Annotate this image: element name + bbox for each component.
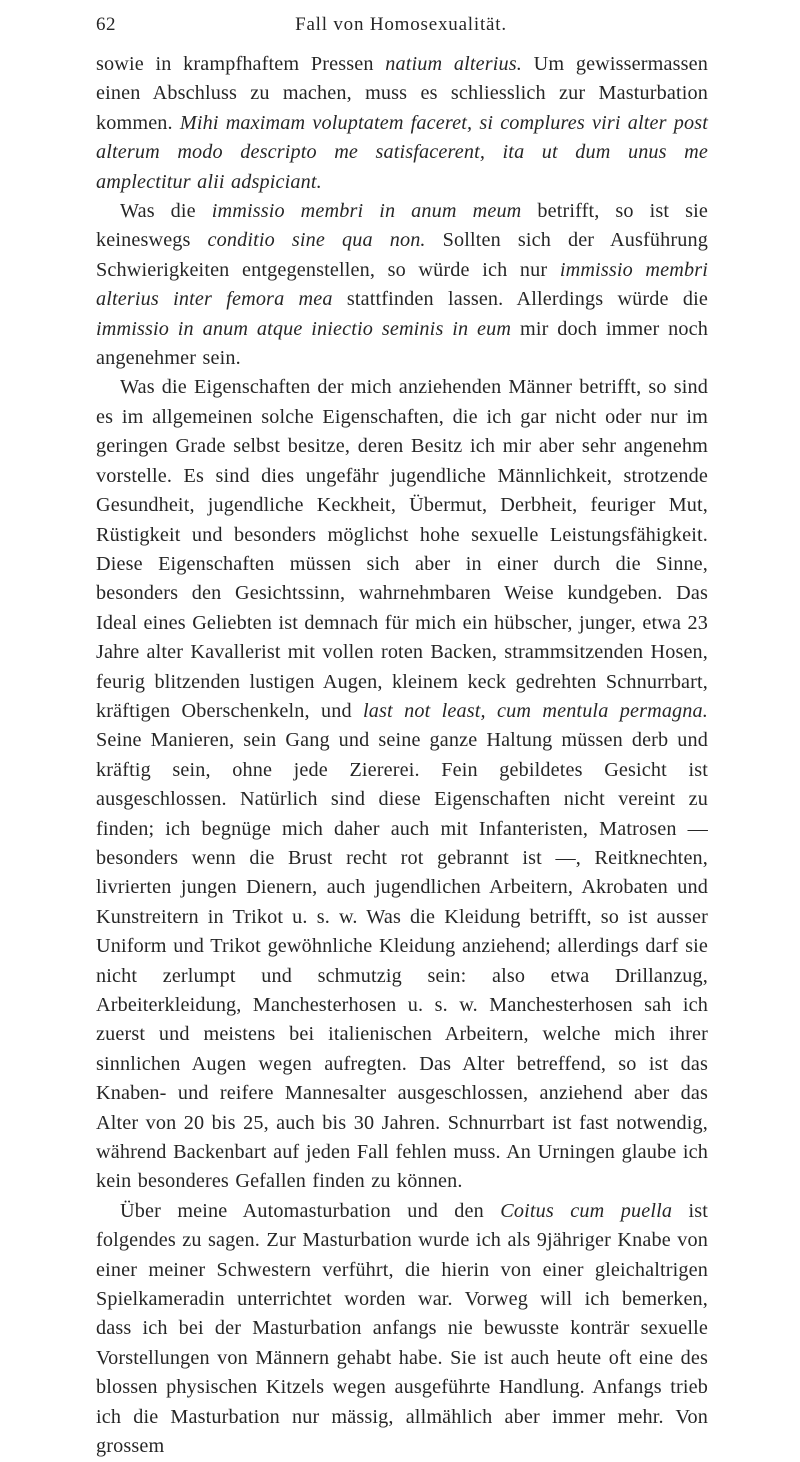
text-run: Was die Eigenschaften der mich anziehenden Männer betrifft, so sind es im allgemeinen solche Eigenschaften, die ich gar nicht oder nur im geringen Grade selbst besitze, deren Besitz ich mir aber sehr angenehm vorstelle. Es sind dies ungefähr jugendliche Männlichkeit, strotzende Gesundheit, jugendliche Keckheit, Übermut, Derbheit, feuriger Mut, Rüstigkeit und besonders möglichst hohe sexuelle Leistungsfähigkeit. Diese Eigenschaften müssen sich aber in einer durch die Sinne, besonders den Gesichtssinn, wahrnehmbaren Weise kundgeben. Das Ideal eines Geliebten ist demnach für mich ein hübscher, junger, etwa 23 Jahre alter Kavallerist mit vollen roten Backen, strammsitzenden Hosen, feurig blitzenden lustigen Augen, kleinem keck gedrehten Schnurrbart, kräftigen Oberschenkeln, und bbox=[96, 376, 708, 722]
running-title: Fall von Homosexualität. bbox=[295, 14, 507, 35]
text-run: stattfinden lassen. Allerdings würde die bbox=[332, 288, 708, 311]
latin-phrase: immissio membri in anum meum bbox=[211, 200, 522, 223]
text-run: sowie in krampfhaftem Pressen bbox=[96, 53, 386, 75]
text-run: Was die bbox=[120, 200, 212, 223]
latin-phrase: conditio sine qua non. bbox=[207, 229, 426, 252]
paragraph bbox=[96, 373, 708, 1196]
latin-phrase: immissio membri alterius inter femora mea bbox=[96, 258, 708, 311]
text-run: Um gewissermassen einen Abschluss zu machen, muss es schliesslich zur Masturbation kommen. bbox=[96, 53, 708, 134]
text-run: ist folgendes zu sagen. Zur Masturbation wurde ich als 9jähriger Knabe von einer meiner Schwestern verführt, die hierin von einer gleichaltrigen Spielkameradin unterrichtet worden war. Vorweg will ich bemerken, dass ich bei der Masturbation anfangs nie bewusste konträr sexuelle Vorstellungen von Männern gehabt habe. Sie ist auch heute oft eine des blossen physischen Kitzels wegen ausgeführte Handlung. Anfangs trieb ich die Masturbation nur mässig, allmählich aber immer mehr. Von grossem bbox=[96, 1199, 708, 1458]
page-header bbox=[96, 14, 706, 42]
text-run: Über meine Automasturbation und den bbox=[120, 1199, 501, 1222]
paragraph bbox=[96, 50, 708, 197]
latin-phrase: last not least, cum mentula permagna. bbox=[363, 699, 708, 722]
text-run: Sollten sich der Ausführung Schwierigkeiten entgegenstellen, so würde ich nur bbox=[96, 229, 708, 281]
body-text bbox=[96, 50, 708, 1462]
page-number: 62 bbox=[96, 14, 116, 35]
text-run: mir doch immer noch angenehmer sein. bbox=[96, 317, 708, 370]
paragraph bbox=[96, 1197, 708, 1462]
latin-phrase: Mihi maximam voluptatem faceret, si complures viri alter post alterum modo descripto me satisfacerent, ita ut dum unus me amplectitur alii adspiciant. bbox=[96, 111, 709, 193]
latin-phrase: Coitus cum puella bbox=[500, 1199, 673, 1222]
text-run: Seine Manieren, sein Gang und seine ganze Haltung müssen derb und kräftig sein, ohne jede Ziererei. Fein gebildetes Gesicht ist ausgeschlossen. Natürlich sind diese Eigenschaften nicht vereint zu finden; ich begnüge mich daher auch mit Infanteristen, Matrosen — besonders wenn die Brust recht rot gebrannt ist —, Reitknechten, livrierten jungen Dienern, auch jugendlichen Arbeitern, Akrobaten und Kunstreitern in Trikot u. s. w. Was die Kleidung betrifft, so ist ausser Uniform und Trikot gewöhnliche Kleidung anziehend; allerdings darf sie nicht zerlumpt und schmutzig sein: also etwa Drillanzug, Arbeiterkleidung, Manchesterhosen u. s. w. Manchesterhosen sah ich zuerst und meistens bei italienischen Arbeitern, welche mich ihrer sinnlichen Augen wegen aufregten. Das Alter betreffend, so ist das Knaben- und reifere Mannesalter ausgeschlossen, anziehend aber das Alter von 20 bis 25, auch bis 30 Jahren. Schnurrbart ist fast notwendig, während Backenbart auf jeden Fall fehlen muss. An Urningen glaube ich kein besonderes Gefallen finden zu können. bbox=[96, 729, 708, 1193]
latin-phrase: natium alterius. bbox=[385, 53, 522, 75]
latin-phrase: immissio in anum atque iniectio seminis in eum bbox=[96, 317, 512, 340]
text-run: betrifft, so ist sie keineswegs bbox=[96, 200, 708, 252]
paragraph bbox=[96, 197, 708, 373]
